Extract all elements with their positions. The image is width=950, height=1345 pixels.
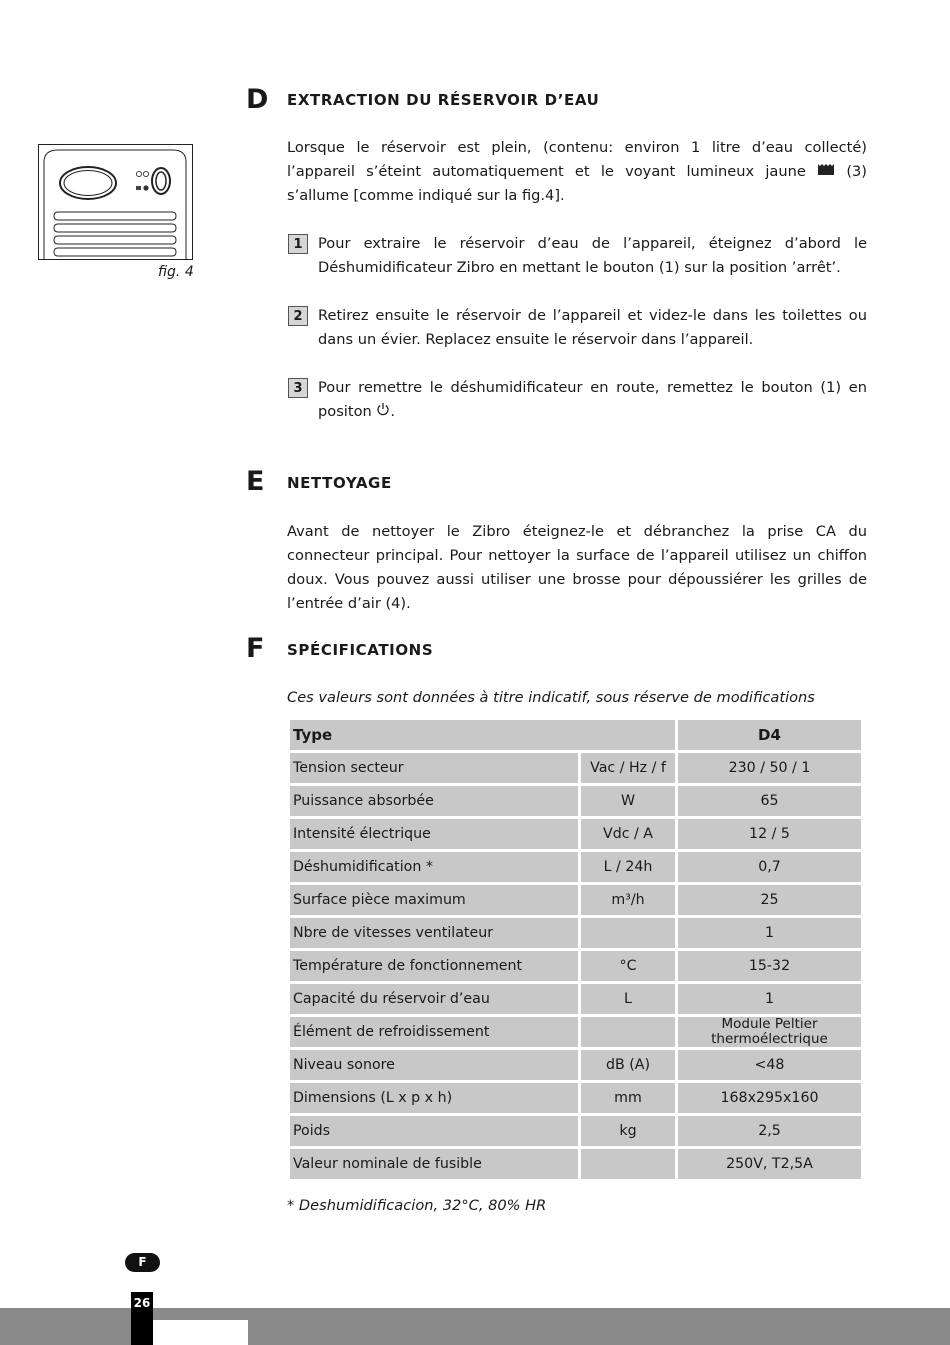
row-value: Module Peltier thermoélectrique (678, 1017, 861, 1047)
step-1-number: 1 (288, 234, 308, 254)
row-label: Élément de refroidissement (290, 1017, 578, 1047)
row-unit (581, 1017, 675, 1047)
figure-4-dehumidifier (38, 144, 193, 260)
row-unit: Vac / Hz / f (581, 753, 675, 783)
row-value: 2,5 (678, 1116, 861, 1146)
row-value: <48 (678, 1050, 861, 1080)
row-label: Température de fonctionnement (290, 951, 578, 981)
section-f-title: SPÉCIFICATIONS (287, 641, 434, 659)
row-label: Tension secteur (290, 753, 578, 783)
step-1-text: Pour extraire le réservoir d’eau de l’appareil, éteignez d’abord le Déshumidificateur Zibro en mettant le bouton (1) sur la position ’arrêt’. (318, 235, 867, 276)
table-row (290, 1050, 861, 1080)
table-row (290, 819, 861, 849)
step-3-number: 3 (288, 378, 308, 398)
step-3-text (318, 376, 867, 424)
footer-tab (153, 1320, 248, 1345)
row-value: 12 / 5 (678, 819, 861, 849)
row-unit: L (581, 984, 675, 1014)
table-row (290, 1017, 861, 1047)
row-value: 250V, T2,5A (678, 1149, 861, 1179)
step-3-text-end: . (390, 403, 396, 420)
specifications-table (287, 717, 864, 1182)
section-e-title: NETTOYAGE (287, 474, 392, 492)
table-row (290, 1149, 861, 1179)
row-unit (581, 1149, 675, 1179)
table-row (290, 885, 861, 915)
row-label: Niveau sonore (290, 1050, 578, 1080)
row-unit (581, 918, 675, 948)
row-value: 0,7 (678, 852, 861, 882)
figure-caption: fig. 4 (158, 264, 194, 280)
row-value: 1 (678, 984, 861, 1014)
row-unit: °C (581, 951, 675, 981)
row-unit: L / 24h (581, 852, 675, 882)
row-label: Nbre de vitesses ventilateur (290, 918, 578, 948)
row-label: Surface pièce maximum (290, 885, 578, 915)
dehumidifier-illustration-icon (38, 144, 193, 260)
row-label: Intensité électrique (290, 819, 578, 849)
table-header-type: Type (290, 720, 675, 750)
row-value: 168x295x160 (678, 1083, 861, 1113)
row-value: 65 (678, 786, 861, 816)
section-d-title: EXTRACTION DU RÉSERVOIR D’EAU (287, 91, 600, 109)
step-2-number: 2 (288, 306, 308, 326)
page-number: 26 (131, 1292, 153, 1345)
row-value: 15-32 (678, 951, 861, 981)
step-3-text-main: Pour remettre le déshumidificateur en route, remettez le bouton (1) en positon (318, 379, 867, 420)
power-standby-icon (376, 400, 390, 424)
row-unit: dB (A) (581, 1050, 675, 1080)
language-badge: F (125, 1253, 160, 1272)
table-row (290, 753, 861, 783)
specifications-note: Ces valeurs sont données à titre indicatif, sous réserve de modifications (287, 689, 815, 706)
section-d-letter: D (246, 84, 269, 115)
row-unit: m³/h (581, 885, 675, 915)
row-label: Poids (290, 1116, 578, 1146)
row-label: Dimensions (L x p x h) (290, 1083, 578, 1113)
section-d-intro (287, 136, 867, 208)
water-tank-indicator-icon (817, 160, 835, 184)
row-value: 230 / 50 / 1 (678, 753, 861, 783)
table-header-model: D4 (678, 720, 861, 750)
row-label: Valeur nominale de fusible (290, 1149, 578, 1179)
table-row (290, 786, 861, 816)
table-row (290, 951, 861, 981)
table-row (290, 984, 861, 1014)
section-d-intro-part1: Lorsque le réservoir est plein, (contenu: environ 1 litre d’eau collecté) l’appareil s’éteint automatiquement et le voyant lumineux jaune (287, 139, 867, 180)
table-header-row (290, 720, 861, 750)
table-row (290, 1083, 861, 1113)
section-e-letter: E (246, 466, 265, 497)
row-unit: kg (581, 1116, 675, 1146)
table-row (290, 1116, 861, 1146)
row-unit: Vdc / A (581, 819, 675, 849)
row-label: Puissance absorbée (290, 786, 578, 816)
section-e-text: Avant de nettoyer le Zibro éteignez-le et débranchez la prise CA du connecteur principal. Pour nettoyer la surface de l’appareil utilisez un chiffon doux. Vous pouvez aussi utiliser une brosse pour dépoussiérer les grilles de l’entrée d’air (4). (287, 523, 867, 612)
row-unit: W (581, 786, 675, 816)
row-unit: mm (581, 1083, 675, 1113)
table-row (290, 918, 861, 948)
row-value: 1 (678, 918, 861, 948)
section-f-letter: F (246, 633, 265, 664)
row-value: 25 (678, 885, 861, 915)
section-d-intro-part2: (3) s’allume [comme indiqué sur la fig.4]. (287, 163, 868, 204)
table-row (290, 852, 861, 882)
row-label: Déshumidification * (290, 852, 578, 882)
row-label: Capacité du réservoir d’eau (290, 984, 578, 1014)
step-2-text: Retirez ensuite le réservoir de l’appareil et videz-le dans les toilettes ou dans un évier. Replacez ensuite le réservoir dans l’appareil. (318, 307, 867, 348)
footnote: * Deshumidificacion, 32°C, 80% HR (287, 1197, 547, 1214)
